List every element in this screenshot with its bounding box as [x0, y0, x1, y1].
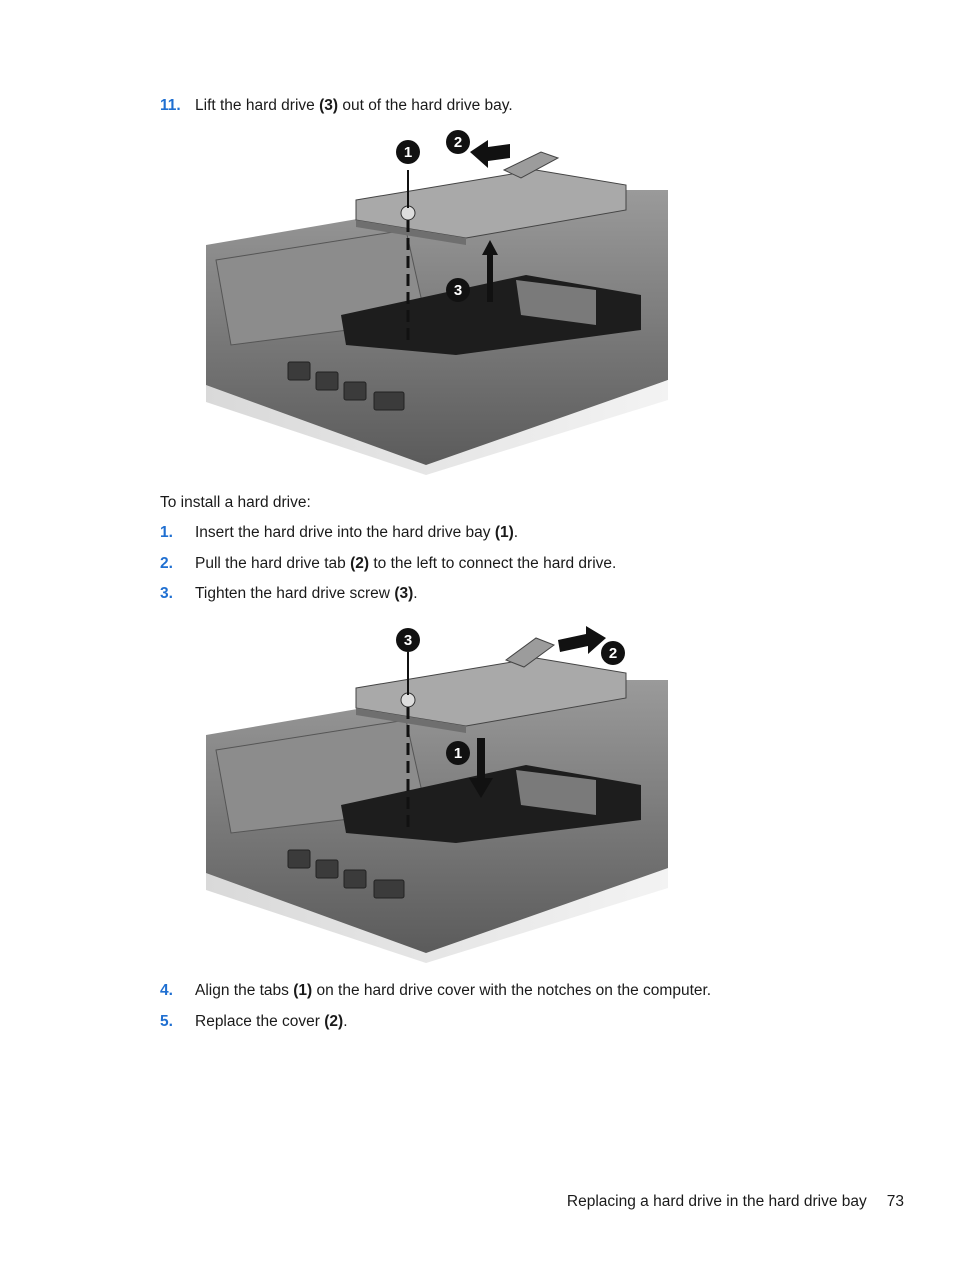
footer-title: Replacing a hard drive in the hard drive bay [566, 1193, 867, 1210]
page-number: 73 [886, 1193, 904, 1210]
svg-text:2: 2 [453, 134, 463, 151]
step-number: 11. [160, 97, 181, 114]
arrow-right [558, 626, 606, 654]
step-text: Align the tabs (1) on the hard drive cover with the notches on the computer. [195, 982, 712, 999]
step-number: 4. [160, 982, 173, 999]
step-number: 3. [160, 585, 173, 602]
step-text: Tighten the hard drive screw (3). [195, 585, 418, 602]
svg-text:1: 1 [403, 144, 413, 161]
arrow-left [470, 140, 510, 168]
svg-text:3: 3 [403, 632, 413, 649]
page-footer [520, 1192, 904, 1212]
figure-remove-hard-drive [196, 130, 676, 478]
step-number: 5. [160, 1013, 173, 1030]
install-intro: To install a hard drive: [160, 494, 311, 511]
figure-install-hard-drive [196, 620, 676, 966]
svg-text:3: 3 [453, 282, 463, 299]
callout-3 [446, 278, 470, 302]
step-text: Lift the hard drive (3) out of the hard drive bay. [195, 97, 513, 114]
callout-1 [396, 140, 420, 164]
callout-2 [601, 641, 625, 665]
step-text: Insert the hard drive into the hard drive bay (1). [195, 524, 519, 541]
step-number: 2. [160, 555, 173, 572]
callout-1 [446, 741, 470, 765]
svg-text:2: 2 [608, 645, 618, 662]
svg-text:1: 1 [453, 745, 463, 762]
callout-2 [446, 130, 470, 154]
step-text: Replace the cover (2). [195, 1013, 348, 1030]
step-text: Pull the hard drive tab (2) to the left to connect the hard drive. [195, 555, 617, 572]
callout-3 [396, 628, 420, 652]
step-number: 1. [160, 524, 173, 541]
